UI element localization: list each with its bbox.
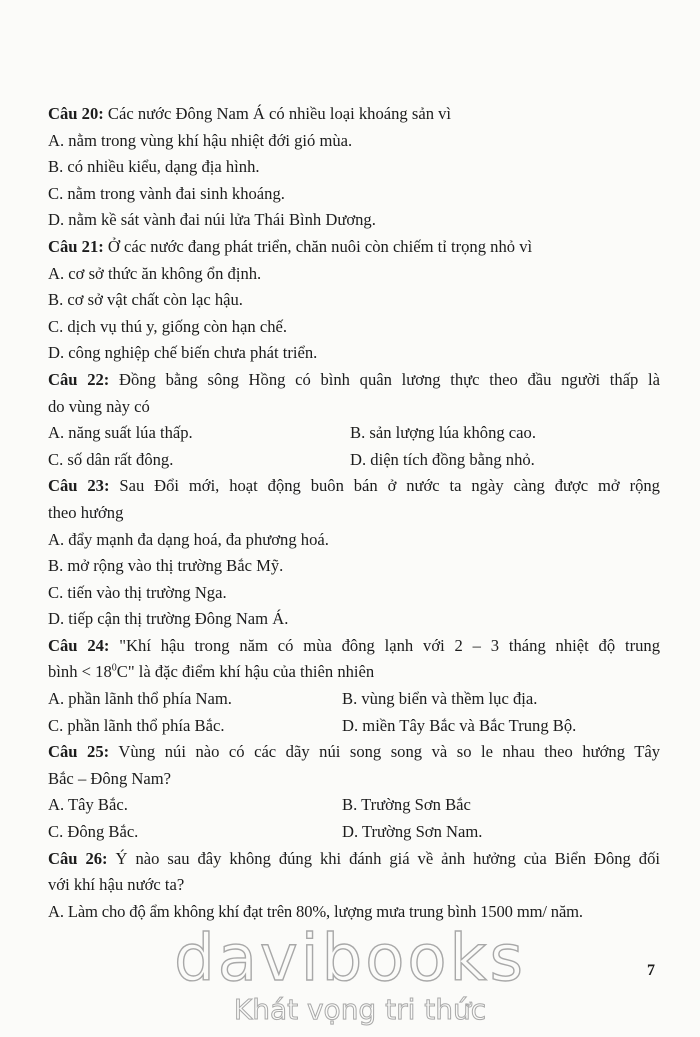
document-page: [48, 101, 660, 925]
question-23-option-d: D. tiếp cận thị trường Đông Nam Á.: [48, 609, 289, 629]
question-24-options-row1: [48, 686, 660, 713]
question-25-option-b: B. Trường Sơn Bắc: [342, 795, 471, 815]
question-23-text-line1: Sau Đổi mới, hoạt động buôn bán ở nước ta ngày càng được mở rộng: [109, 476, 660, 496]
question-25-text-line1: Vùng núi nào có các dãy núi song song và so le nhau theo hướng Tây: [109, 742, 660, 762]
question-21-stem: [48, 234, 660, 261]
question-26-label: Câu 26:: [48, 848, 108, 868]
question-22-text-line1: Đồng bằng sông Hồng có bình quân lương thực theo đầu người thấp là: [109, 369, 661, 389]
question-20-option-c: C. nằm trong vành đai sinh khoáng.: [48, 183, 285, 203]
question-21-option-a: A. cơ sở thức ăn không ổn định.: [48, 263, 262, 283]
question-20-option-a: A. nằm trong vùng khí hậu nhiệt đới gió mùa.: [48, 130, 353, 150]
question-21-option-c: C. dịch vụ thú y, giống còn hạn chế.: [48, 316, 288, 336]
question-25-option-c: C. Đông Bắc.: [48, 822, 139, 842]
question-22-option-d: D. diện tích đồng bằng nhỏ.: [350, 449, 535, 469]
question-23-option-b: B. mở rộng vào thị trường Bắc Mỹ.: [48, 556, 284, 576]
question-20-text: Các nước Đông Nam Á có nhiều loại khoáng sản vì: [103, 104, 452, 123]
question-22-options-row1: [48, 420, 660, 447]
question-24-text-line1: "Khí hậu trong năm có mùa đông lạnh với 2 – 3 tháng nhiệt độ trung: [109, 635, 660, 655]
question-23-label: Câu 23:: [48, 476, 110, 496]
question-26-text-line2: với khí hậu nước ta?: [48, 875, 185, 895]
question-23-option-a: A. đẩy mạnh đa dạng hoá, đa phương hoá.: [48, 529, 329, 549]
question-21-option-b: B. cơ sở vật chất còn lạc hậu.: [48, 290, 243, 310]
question-25-text-line2: Bắc – Đông Nam?: [48, 768, 172, 788]
question-22-options-row2: [48, 447, 660, 474]
question-24-options-row2: [48, 713, 660, 740]
degree-superscript: 0: [111, 662, 117, 674]
question-24-label: Câu 24:: [48, 635, 110, 655]
question-24-option-b: B. vùng biển và thềm lục địa.: [342, 689, 538, 709]
question-26-option-a: A. Làm cho độ ẩm không khí đạt trên 80%, lượng mưa trung bình 1500 mm/ năm.: [48, 901, 583, 921]
question-20-label: Câu 20:: [48, 104, 104, 123]
question-20-stem: [48, 101, 660, 128]
question-24-option-a: A. phần lãnh thổ phía Nam.: [48, 689, 232, 709]
question-21-option-d: D. công nghiệp chế biến chưa phát triển.: [48, 343, 318, 363]
question-25-label: Câu 25:: [48, 742, 110, 762]
question-23-option-c: C. tiến vào thị trường Nga.: [48, 582, 227, 602]
question-22-option-b: B. sản lượng lúa không cao.: [350, 423, 536, 443]
question-24-option-d: D. miền Tây Bắc và Bắc Trung Bộ.: [342, 715, 577, 735]
question-25-options-row2: [48, 819, 660, 846]
question-23-text-line2: theo hướng: [48, 502, 124, 522]
watermark-slogan: Khát vọng tri thức: [233, 993, 487, 1026]
question-21-text: Ở các nước đang phát triển, chăn nuôi còn chiếm tỉ trọng nhỏ vì: [103, 236, 533, 256]
question-24-text-pre: bình < 18: [48, 662, 112, 682]
question-22-option-a: A. năng suất lúa thấp.: [48, 423, 193, 443]
page-number: 7: [647, 962, 655, 979]
question-22-text-line2: do vùng này có: [48, 396, 150, 416]
question-23-stem: [48, 473, 660, 500]
question-24-text-post: C" là đặc điểm khí hậu của thiên nhiên: [116, 662, 375, 682]
question-24-text-line2: [48, 659, 660, 686]
question-22-label: Câu 22:: [48, 369, 110, 389]
question-26-stem: [48, 846, 660, 873]
question-22-stem: [48, 367, 660, 394]
question-22-option-c: C. số dân rất đông.: [48, 449, 174, 469]
question-25-option-a: A. Tây Bắc.: [48, 795, 128, 815]
question-25-stem: [48, 739, 660, 766]
question-21-label: Câu 21:: [48, 236, 104, 256]
question-20-option-b: B. có nhiều kiểu, dạng địa hình.: [48, 157, 260, 177]
watermark-logo: davibooks: [174, 922, 526, 996]
question-24-option-c: C. phần lãnh thổ phía Bắc.: [48, 715, 225, 735]
question-24-stem: [48, 633, 660, 660]
question-25-options-row1: [48, 792, 660, 819]
question-20-option-d: D. nằm kề sát vành đai núi lửa Thái Bình Dương.: [48, 210, 376, 230]
question-25-option-d: D. Trường Sơn Nam.: [342, 822, 483, 842]
question-26-text-line1: Ý nào sau đây không đúng khi đánh giá về ảnh hưởng của Biển Đông đối: [107, 848, 661, 868]
